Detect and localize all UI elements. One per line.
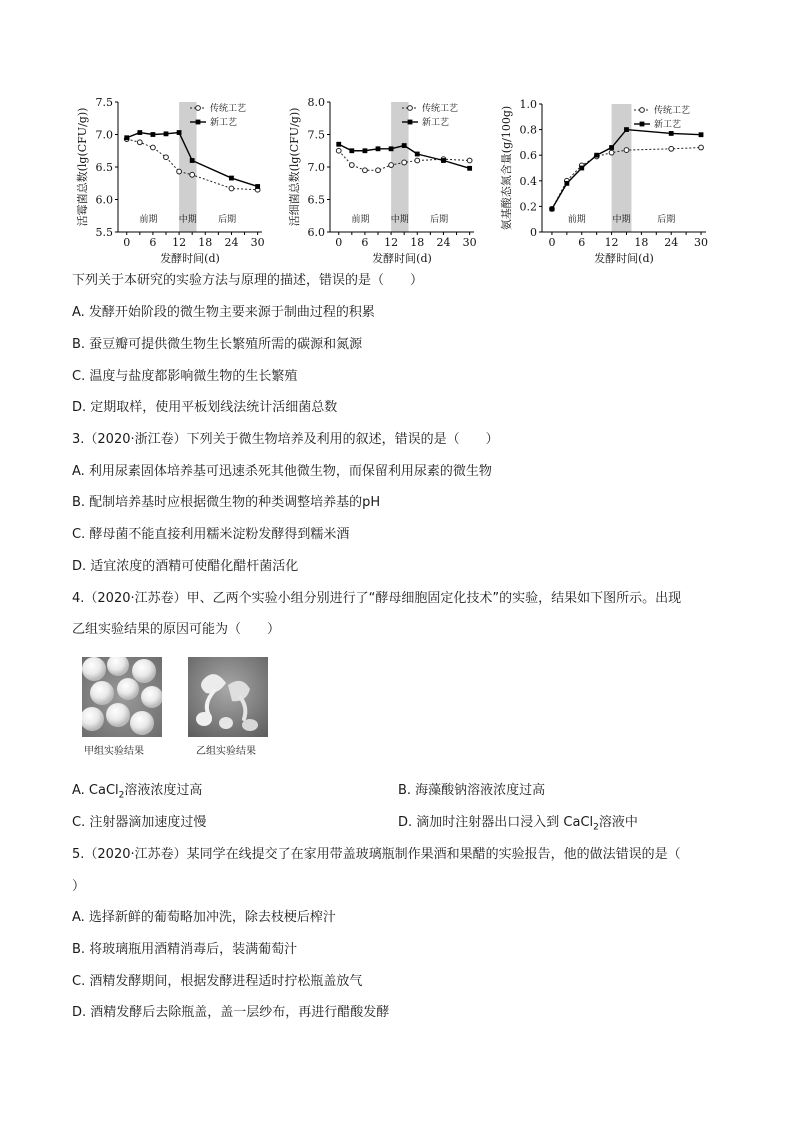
x-tick-label: 6 <box>578 236 586 249</box>
point-traditional <box>137 140 142 145</box>
y-tick-label: 0 <box>530 226 537 239</box>
q3-option-c: C. 酵母菌不能直接利用糯米淀粉发酵得到糯米酒 <box>72 527 350 542</box>
legend-label-traditional: 传统工艺 <box>210 104 247 114</box>
mid-phase-band <box>612 104 632 232</box>
point-traditional <box>336 148 341 153</box>
point-traditional <box>467 158 472 163</box>
q3-option-b: B. 配制培养基时应根据微生物的种类调整培养基的pH <box>72 495 381 510</box>
legend-marker-new <box>408 120 413 125</box>
photo-group-a-beads <box>82 657 162 737</box>
y-tick-label: 8.0 <box>307 96 325 109</box>
chart-mold-svg <box>70 92 270 264</box>
x-tick-label: 0 <box>123 236 131 249</box>
point-traditional <box>609 150 614 155</box>
x-tick-label: 24 <box>224 236 239 249</box>
point-new <box>415 152 420 157</box>
legend-label-traditional: 传统工艺 <box>654 106 691 116</box>
x-tick-label: 18 <box>634 236 649 249</box>
y-tick-label: 6.5 <box>307 193 325 207</box>
photo-group-a <box>82 657 162 737</box>
point-traditional <box>389 163 394 168</box>
y-tick-label: 7.0 <box>95 128 113 142</box>
x-tick-label: 12 <box>172 236 187 249</box>
y-tick-label: 0.2 <box>519 200 537 214</box>
point-new <box>190 158 195 163</box>
x-tick-label: 0 <box>335 236 343 249</box>
point-new <box>389 146 394 151</box>
q4-result-photos <box>82 657 282 757</box>
q4-option-a <box>72 782 202 805</box>
point-new <box>151 132 156 137</box>
subscript-2: 2 <box>593 822 599 833</box>
x-tick-label: 30 <box>250 236 265 249</box>
y-tick-label: 6.0 <box>307 226 325 239</box>
y-tick-label: 0.4 <box>519 174 537 188</box>
point-traditional <box>402 160 407 165</box>
point-traditional <box>363 168 368 173</box>
point-new <box>467 166 472 171</box>
x-axis-label: 发酵时间(d) <box>372 252 432 265</box>
q4-option-d-post: 溶液中 <box>598 815 638 830</box>
y-tick-label: 0.6 <box>519 149 537 163</box>
legend-label-new: 新工艺 <box>210 118 238 128</box>
point-traditional <box>190 172 195 177</box>
x-tick-label: 18 <box>198 236 213 249</box>
point-traditional <box>669 146 674 151</box>
x-tick-label: 0 <box>548 236 556 249</box>
legend-marker-new <box>640 122 645 127</box>
point-traditional <box>177 169 182 174</box>
y-tick-label: 1.0 <box>519 98 537 111</box>
q2-option-a: A. 发酵开始阶段的微生物主要来源于制曲过程的积累 <box>72 305 375 320</box>
x-tick-label: 18 <box>410 236 425 249</box>
figure-charts <box>70 92 710 267</box>
chart-mold <box>70 92 270 264</box>
q5-stem-line2: ） <box>72 879 86 894</box>
q4-option-b: B. 海藻酸钠溶液浓度过高 <box>398 783 546 798</box>
phase-label-mid: 中期 <box>178 215 197 225</box>
y-tick-label: 7.5 <box>95 96 113 109</box>
point-new <box>349 148 354 153</box>
y-tick-label: 6.0 <box>95 193 113 207</box>
point-new <box>402 143 407 148</box>
photo-group-b-tailed-beads <box>188 657 268 737</box>
q3-stem: 3.（2020·浙江卷）下列关于微生物培养及利用的叙述，错误的是（ ） <box>72 432 499 447</box>
point-traditional <box>376 168 381 173</box>
caption-group-a: 甲组实验结果 <box>84 746 144 757</box>
legend-marker-traditional <box>196 106 201 111</box>
q4-option-d <box>398 814 638 837</box>
point-traditional <box>164 155 169 160</box>
legend-marker-traditional <box>408 106 413 111</box>
point-new <box>441 158 446 163</box>
point-new <box>579 166 584 171</box>
phase-label-early: 前期 <box>351 215 370 225</box>
q5-option-d: D. 酒精发酵后去除瓶盖，盖一层纱布，再进行醋酸发酵 <box>72 1005 390 1020</box>
q4-option-a-pre: A. CaCl <box>72 783 119 798</box>
q4-stem-line2: 乙组实验结果的原因可能为（ ） <box>72 622 281 637</box>
point-traditional <box>624 148 629 153</box>
x-tick-label: 24 <box>436 236 451 249</box>
subscript-2: 2 <box>118 790 125 801</box>
y-tick-label: 5.5 <box>95 226 113 239</box>
point-traditional <box>699 145 704 150</box>
q4-option-c: C. 注射器滴加速度过慢 <box>72 815 207 830</box>
x-axis-label: 发酵时间(d) <box>594 252 654 265</box>
q4-option-a-post: 溶液浓度过高 <box>124 783 203 798</box>
y-tick-label: 7.5 <box>307 128 325 142</box>
phase-label-late: 后期 <box>430 215 449 225</box>
point-new <box>164 131 169 136</box>
q2-option-b: B. 蚕豆瓣可提供微生物生长繁殖所需的碳源和氮源 <box>72 337 363 352</box>
y-tick-label: 6.5 <box>95 161 113 174</box>
point-new <box>564 181 569 186</box>
photo-group-b <box>188 657 268 737</box>
phase-label-late: 后期 <box>657 215 676 225</box>
phase-label-late: 后期 <box>218 215 237 225</box>
phase-label-mid: 中期 <box>612 215 631 225</box>
x-tick-label: 12 <box>604 236 619 249</box>
point-new <box>550 207 555 212</box>
y-axis-label: 活霉菌总数(lg(CFU/g)) <box>76 107 89 227</box>
q3-option-d: D. 适宜浓度的酒精可使醋化醋杆菌活化 <box>72 559 299 574</box>
q4-option-d-pre: D. 滴加时注射器出口浸入到 CaCl <box>398 815 594 830</box>
x-tick-label: 30 <box>694 236 709 249</box>
x-axis-label: 发酵时间(d) <box>160 252 220 265</box>
point-new <box>229 176 234 181</box>
point-new <box>699 132 704 137</box>
legend-label-new: 新工艺 <box>422 118 450 128</box>
point-new <box>669 131 674 136</box>
phase-label-mid: 中期 <box>390 215 409 225</box>
chart-amino-svg <box>498 92 710 264</box>
q4-stem-line1: 4.（2020·江苏卷）甲、乙两个实验小组分别进行了“酵母细胞固定化技术”的实验，结果如下图所示。出现 <box>72 591 682 606</box>
y-axis-label: 氨基酸态氮含量(g/100g) <box>500 105 513 231</box>
point-new <box>594 153 599 158</box>
q2-stem: 下列关于本研究的实验方法与原理的描述，错误的是（ ） <box>72 273 424 288</box>
legend-marker-traditional <box>640 108 645 113</box>
point-new <box>336 142 341 147</box>
phase-label-early: 前期 <box>139 215 158 225</box>
x-tick-label: 6 <box>149 236 157 249</box>
caption-group-b: 乙组实验结果 <box>196 746 256 757</box>
q2-option-c: C. 温度与盐度都影响微生物的生长繁殖 <box>72 369 298 384</box>
q5-option-b: B. 将玻璃瓶用酒精消毒后，装满葡萄汁 <box>72 942 298 957</box>
x-tick-label: 6 <box>361 236 369 249</box>
q5-option-c: C. 酒精发酵期间，根据发酵进程适时拧松瓶盖放气 <box>72 974 363 989</box>
point-new <box>124 135 129 140</box>
point-new <box>376 146 381 151</box>
chart-bacteria-svg <box>282 92 482 264</box>
point-new <box>137 130 142 135</box>
point-traditional <box>415 158 420 163</box>
q5-stem-line1: 5.（2020·江苏卷）某同学在线提交了在家用带盖玻璃瓶制作果酒和果醋的实验报告，他的做法错误的是（ <box>72 847 681 862</box>
q5-option-a: A. 选择新鲜的葡萄略加冲洗，除去枝梗后榨汁 <box>72 910 336 925</box>
x-tick-label: 12 <box>384 236 399 249</box>
point-new <box>255 184 260 189</box>
y-axis-label: 活细菌总数(lg(CFU/g)) <box>288 107 301 227</box>
chart-amino-nitrogen <box>498 92 710 264</box>
chart-bacteria <box>282 92 482 264</box>
point-traditional <box>229 186 234 191</box>
x-tick-label: 30 <box>462 236 477 249</box>
point-traditional <box>349 163 354 168</box>
legend-marker-new <box>196 120 201 125</box>
x-tick-label: 24 <box>664 236 679 249</box>
legend-label-new: 新工艺 <box>654 120 682 130</box>
point-traditional <box>151 145 156 150</box>
point-new <box>624 127 629 132</box>
point-new <box>177 130 182 135</box>
q3-option-a: A. 利用尿素固体培养基可迅速杀死其他微生物，而保留利用尿素的微生物 <box>72 464 492 479</box>
point-new <box>609 145 614 150</box>
q2-option-d: D. 定期取样，使用平板划线法统计活细菌总数 <box>72 400 338 415</box>
y-tick-label: 7.0 <box>307 161 325 174</box>
phase-label-early: 前期 <box>567 215 586 225</box>
y-tick-label: 0.8 <box>519 123 537 137</box>
legend-label-traditional: 传统工艺 <box>422 104 459 114</box>
point-new <box>363 148 368 153</box>
